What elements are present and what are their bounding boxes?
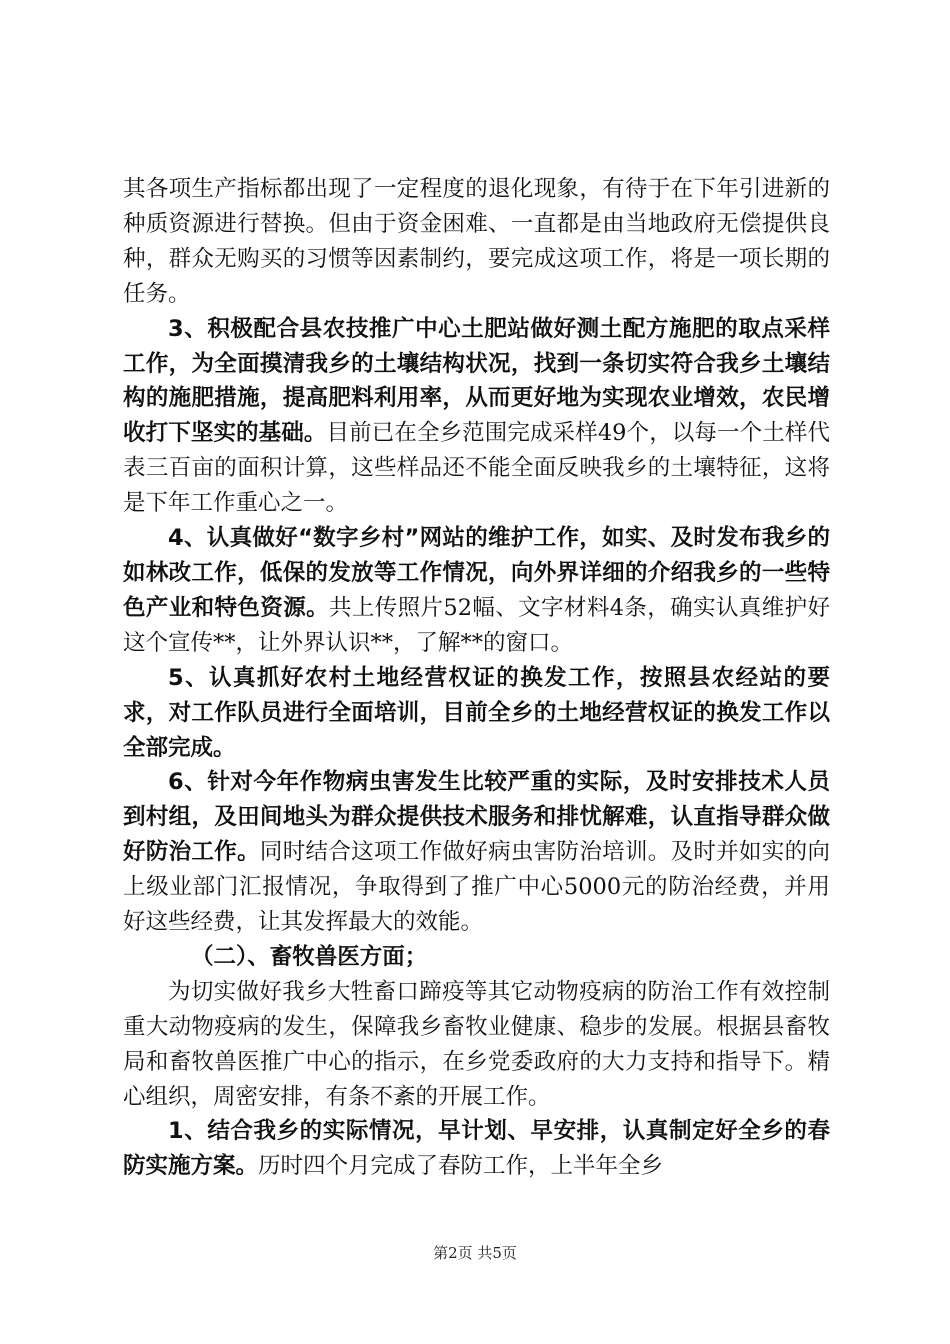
page-number-footer: 第2页 共5页 (433, 1244, 517, 1262)
paragraph-item-3 (123, 312, 830, 521)
document-body (123, 172, 830, 1184)
section-heading: （二）、畜牧兽医方面； (191, 943, 428, 970)
paragraph-lead: 1、结合我乡的实际情况，早计划、早安排，认真制定好全乡的春防实施方案。 (123, 1118, 830, 1180)
paragraph-lead: 3、积极配合县农技推广中心土肥站做好测土配方施肥的取点采样工作，为全面摸清我乡的土壤结构状况，找到一条切实符合我乡土壤结构的施肥措施，提高肥料利用率，从而更好地为实现农业增效，农民增收打下坚实的基础。 (123, 315, 830, 447)
paragraph-lead: 6、针对今年作物病虫害发生比较严重的实际，及时安排技术人员到村组，及田间地头为群众提供技术服务和排忧解难，认直指导群众做好防治工作。 (123, 769, 830, 866)
paragraph-lead: 4、认真做好“数字乡村”网站的维护工作，如实、及时发布我乡的如林改工作，低保的发放等工作情况，向外界详细的介绍我乡的一些特色产业和特色资源。 (123, 525, 830, 621)
paragraph-continuation (123, 172, 830, 312)
paragraph-item-5 (123, 661, 830, 766)
paragraph-item-6 (123, 765, 830, 940)
paragraph-text: 同时结合这项工作做好病虫害防治培训。及时并如实的向上级业部门汇报情况，争取得到了推广中心5000元的防治经费，并用好这些经费，让其发挥最大的效能。 (123, 839, 830, 936)
paragraph-item-1 (123, 1114, 830, 1184)
paragraph-text: 其各项生产指标都出现了一定程度的退化现象，有待于在下年引进新的种质资源进行替换。但由于资金困难、一直都是由当地政府无偿提供良种，群众无购买的习惯等因素制约，要完成这项工作，将是一项长期的任务。 (123, 176, 830, 307)
paragraph-item-4 (123, 521, 830, 661)
paragraph-lead: 5、认真抓好农村土地经营权证的换发工作，按照县农经站的要求，对工作队员进行全面培训，目前全乡的土地经营权证的换发工作以全部完成。 (123, 664, 830, 761)
paragraph-text: 历时四个月完成了春防工作，上半年全乡 (258, 1153, 664, 1180)
paragraph-text: 目前已在全乡范围完成采样49个，以每一个土样代表三百亩的面积计算，这些样品还不能全面反映我乡的土壤特征，这将是下年工作重心之一。 (123, 420, 830, 517)
paragraph-text: 共上传照片52幅、文字材料4条，确实认真维护好这个宣传**，让外界认识**，了解**的窗口。 (123, 594, 830, 656)
paragraph-text: 为切实做好我乡大牲畜口蹄疫等其它动物疫病的防治工作有效控制重大动物疫病的发生，保障我乡畜牧业健康、稳步的发展。根据县畜牧局和畜牧兽医推广中心的指示，在乡党委政府的大力支持和指导下。精心组织，周密安排，有条不紊的开展工作。 (123, 978, 830, 1110)
paragraph-intro (123, 975, 830, 1115)
